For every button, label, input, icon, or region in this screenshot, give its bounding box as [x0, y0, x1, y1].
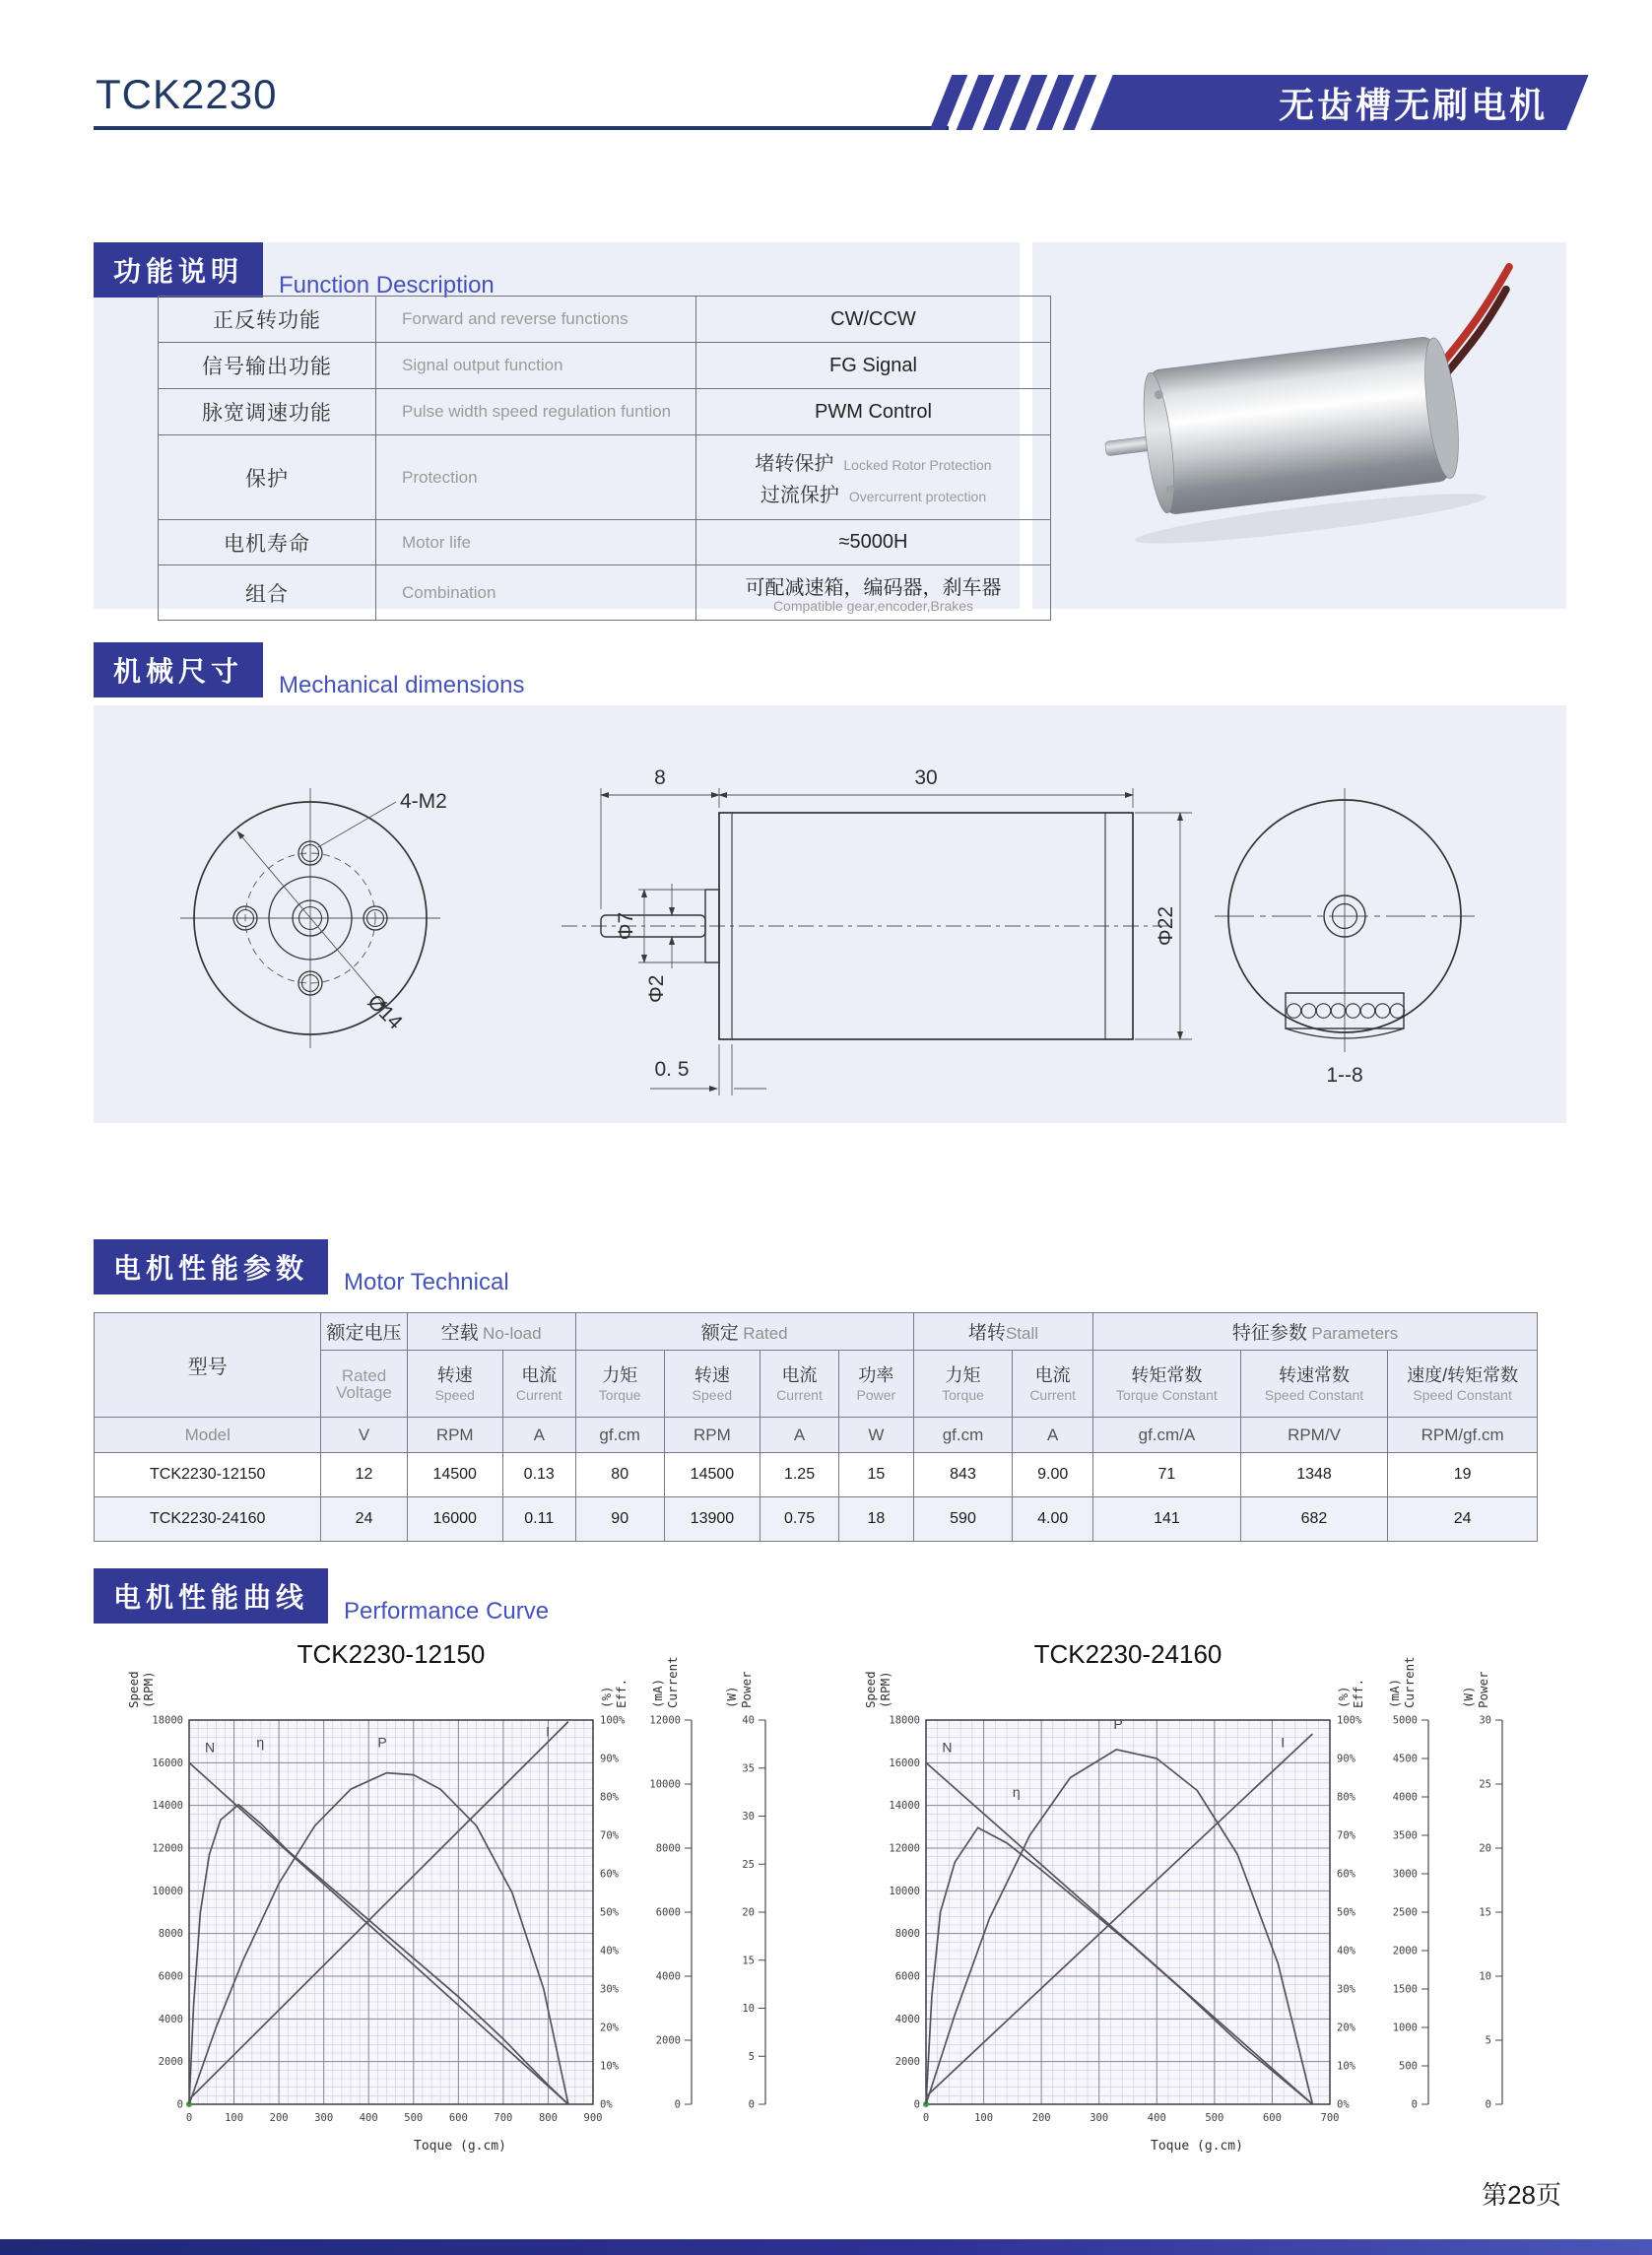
group-rated-voltage: 额定电压 — [321, 1313, 407, 1351]
unit-cell: A — [502, 1418, 575, 1453]
footer-bar — [0, 2239, 1652, 2255]
col-rated-voltage: Rated Voltage — [321, 1351, 407, 1418]
svg-text:6000: 6000 — [894, 1970, 920, 1983]
svg-text:50%: 50% — [1337, 1906, 1355, 1919]
fn-label-en: Signal output function — [376, 343, 696, 389]
svg-text:TCK2230-12150: TCK2230-12150 — [297, 1639, 486, 1669]
value-cell: 90 — [575, 1497, 664, 1542]
protection-zh: 过流保护 — [760, 485, 839, 506]
svg-text:25: 25 — [1479, 1778, 1491, 1791]
pins-label: 1--8 — [1326, 1064, 1363, 1087]
dim-d22-label: Φ22 — [1155, 905, 1177, 947]
mech-subtitle: Mechanical dimensions — [279, 672, 525, 698]
unit-model: Model — [95, 1418, 321, 1453]
svg-text:6000: 6000 — [655, 1906, 681, 1919]
svg-text:15: 15 — [1479, 1906, 1491, 1919]
svg-text:8000: 8000 — [158, 1928, 183, 1941]
value-cell: 9.00 — [1013, 1453, 1093, 1497]
svg-text:70%: 70% — [1337, 1829, 1355, 1842]
unit-cell: gf.cm/A — [1093, 1418, 1241, 1453]
mech-side-view — [522, 729, 1212, 1123]
col-speed-constant: 转速常数 Speed Constant — [1240, 1351, 1388, 1418]
function-table — [158, 296, 1051, 621]
svg-text:1500: 1500 — [1392, 1983, 1418, 1996]
value-cell: 141 — [1093, 1497, 1241, 1542]
svg-text:500: 500 — [1205, 2112, 1224, 2124]
motor-table — [94, 1312, 1538, 1542]
svg-text:Toque (g.cm): Toque (g.cm) — [414, 2139, 506, 2154]
group-parameters: 特征参数 Parameters — [1093, 1313, 1538, 1351]
svg-text:80%: 80% — [600, 1791, 619, 1804]
function-badge: 功能说明 — [94, 242, 263, 298]
svg-text:30%: 30% — [600, 1983, 619, 1996]
svg-text:3000: 3000 — [1392, 1868, 1418, 1881]
value-cell: 0.75 — [760, 1497, 839, 1542]
red-wire — [1433, 267, 1520, 362]
svg-text:(%)Eff.: (%)Eff. — [599, 1678, 628, 1708]
col-speed-torque-constant: 速度/转矩常数 Speed Constant — [1388, 1351, 1538, 1418]
unit-cell: RPM/V — [1240, 1418, 1388, 1453]
svg-text:300: 300 — [314, 2112, 334, 2124]
performance-charts — [110, 1622, 1537, 2173]
svg-text:25: 25 — [742, 1858, 755, 1871]
motor-body — [1149, 336, 1451, 515]
dim-4m2-label: 4-M2 — [400, 790, 447, 813]
svg-text:700: 700 — [494, 2112, 513, 2124]
unit-cell: gf.cm — [575, 1418, 664, 1453]
function-section-header — [94, 242, 495, 298]
svg-text:20%: 20% — [600, 2022, 619, 2034]
curve-section-header — [94, 1568, 549, 1624]
svg-text:N: N — [204, 1739, 216, 1756]
fn-label-en: Pulse width speed regulation funtion — [376, 389, 696, 435]
table-row — [159, 565, 1051, 621]
svg-text:10%: 10% — [600, 2060, 619, 2073]
fn-value-combination — [696, 565, 1051, 621]
svg-text:800: 800 — [538, 2112, 558, 2124]
svg-text:4000: 4000 — [158, 2013, 183, 2025]
value-cell: 843 — [913, 1453, 1012, 1497]
svg-text:2000: 2000 — [655, 2034, 681, 2047]
dim-dia14-label: Ø14 — [363, 990, 407, 1034]
title-underline — [94, 126, 949, 130]
col-noload-speed: 转速 Speed — [407, 1351, 502, 1418]
dim-d7-label: Φ7 — [615, 911, 637, 941]
svg-text:400: 400 — [1147, 2112, 1166, 2124]
svg-text:12000: 12000 — [889, 1842, 920, 1855]
product-photo — [1068, 263, 1531, 588]
svg-text:2000: 2000 — [1392, 1945, 1418, 1957]
svg-text:0%: 0% — [600, 2098, 613, 2111]
svg-text:20: 20 — [1479, 1842, 1491, 1855]
svg-text:0: 0 — [1485, 2098, 1491, 2111]
value-cell: 12 — [321, 1453, 407, 1497]
svg-text:10000: 10000 — [152, 1885, 183, 1897]
svg-text:18000: 18000 — [152, 1714, 183, 1727]
svg-text:60%: 60% — [1337, 1868, 1355, 1881]
fn-value-protection — [696, 435, 1051, 520]
svg-text:η: η — [1012, 1784, 1021, 1800]
svg-text:100: 100 — [225, 2112, 244, 2124]
svg-text:20: 20 — [742, 1906, 755, 1919]
svg-text:4000: 4000 — [894, 2013, 920, 2025]
svg-text:50%: 50% — [600, 1906, 619, 1919]
group-stall: 堵转Stall — [913, 1313, 1092, 1351]
fn-label-zh: 电机寿命 — [159, 520, 376, 565]
photo-panel — [1032, 242, 1566, 609]
protection-en: Locked Rotor Protection — [843, 457, 992, 473]
svg-text:1000: 1000 — [1392, 2022, 1418, 2034]
value-cell: 0.11 — [502, 1497, 575, 1542]
value-cell: 24 — [321, 1497, 407, 1542]
function-subtitle: Function Description — [279, 272, 495, 298]
svg-text:I: I — [546, 1723, 551, 1740]
col-rated-power: 功率 Power — [838, 1351, 913, 1418]
svg-text:(mA)Current: (mA)Current — [1387, 1656, 1417, 1708]
svg-text:10000: 10000 — [649, 1778, 681, 1791]
fn-label-en: Protection — [376, 435, 696, 520]
svg-text:N: N — [942, 1739, 953, 1756]
svg-text:12000: 12000 — [152, 1842, 183, 1855]
curve-subtitle: Performance Curve — [344, 1598, 550, 1625]
svg-text:15: 15 — [742, 1955, 755, 1967]
fn-value: FG Signal — [696, 343, 1051, 389]
performance-chart-tck2230-24160 — [847, 1622, 1537, 2173]
motor-table-body — [95, 1453, 1538, 1542]
svg-text:10: 10 — [742, 2003, 755, 2015]
col-rated-speed: 转速 Speed — [664, 1351, 760, 1418]
group-noload: 空载 No-load — [407, 1313, 575, 1351]
svg-text:40: 40 — [742, 1714, 755, 1727]
svg-text:18000: 18000 — [889, 1714, 920, 1727]
svg-text:30%: 30% — [1337, 1983, 1355, 1996]
fn-value: PWM Control — [696, 389, 1051, 435]
svg-text:100%: 100% — [600, 1714, 626, 1727]
model-group-header: 型号 — [95, 1313, 321, 1418]
svg-text:12000: 12000 — [649, 1714, 681, 1727]
table-row — [159, 389, 1051, 435]
table-row — [95, 1497, 1538, 1542]
svg-text:700: 700 — [1320, 2112, 1340, 2124]
fn-value: ≈5000H — [696, 520, 1051, 565]
table-row — [159, 435, 1051, 520]
mech-section-header — [94, 642, 524, 697]
value-cell: 14500 — [407, 1453, 502, 1497]
svg-text:(W)Power: (W)Power — [724, 1671, 754, 1708]
unit-cell: W — [838, 1418, 913, 1453]
motor-subtitle: Motor Technical — [344, 1269, 509, 1295]
svg-text:(%)Eff.: (%)Eff. — [1336, 1678, 1365, 1708]
svg-text:0: 0 — [748, 2098, 755, 2111]
banner-title: 无齿槽无刷电机 — [1279, 84, 1549, 125]
col-stall-torque: 力矩 Torque — [913, 1351, 1012, 1418]
unit-cell: A — [1013, 1418, 1093, 1453]
table-row — [95, 1418, 1538, 1453]
svg-text:30: 30 — [742, 1811, 755, 1823]
svg-text:5: 5 — [1485, 2034, 1491, 2047]
col-stall-current: 电流 Current — [1013, 1351, 1093, 1418]
col-torque-constant: 转矩常数 Torque Constant — [1093, 1351, 1241, 1418]
fn-label-en: Combination — [376, 565, 696, 621]
svg-text:0: 0 — [185, 2112, 193, 2124]
svg-text:90%: 90% — [600, 1753, 619, 1765]
dim-30-label: 30 — [914, 766, 938, 789]
svg-text:4000: 4000 — [655, 1970, 681, 1983]
table-row — [95, 1453, 1538, 1497]
svg-text:4000: 4000 — [1392, 1791, 1418, 1804]
col-rated-current: 电流 Current — [760, 1351, 839, 1418]
col-rated-torque: 力矩 Torque — [575, 1351, 664, 1418]
value-cell: 71 — [1093, 1453, 1241, 1497]
svg-text:500: 500 — [404, 2112, 424, 2124]
svg-text:I: I — [1281, 1734, 1286, 1751]
page-title: TCK2230 — [96, 71, 278, 117]
svg-text:8000: 8000 — [655, 1842, 681, 1855]
col-noload-current: 电流 Current — [502, 1351, 575, 1418]
dim-05-label: 0. 5 — [654, 1058, 690, 1081]
svg-text:600: 600 — [448, 2112, 468, 2124]
unit-cell: A — [760, 1418, 839, 1453]
table-row — [159, 520, 1051, 565]
curve-badge: 电机性能曲线 — [94, 1568, 328, 1624]
svg-text:0: 0 — [922, 2112, 930, 2124]
unit-cell: gf.cm — [913, 1418, 1012, 1453]
svg-text:5000: 5000 — [1392, 1714, 1418, 1727]
group-rated: 额定 Rated — [575, 1313, 913, 1351]
combination-zh: 可配减速箱，编码器，刹车器 — [745, 577, 1002, 599]
svg-text:14000: 14000 — [152, 1800, 183, 1813]
svg-text:900: 900 — [583, 2112, 603, 2124]
unit-cell: RPM — [407, 1418, 502, 1453]
svg-text:100%: 100% — [1337, 1714, 1362, 1727]
svg-text:20%: 20% — [1337, 2022, 1355, 2034]
svg-text:TCK2230-24160: TCK2230-24160 — [1033, 1639, 1222, 1669]
svg-text:14000: 14000 — [889, 1800, 920, 1813]
svg-text:0: 0 — [176, 2098, 183, 2111]
value-cell: 0.13 — [502, 1453, 575, 1497]
svg-text:90%: 90% — [1337, 1753, 1355, 1765]
banner-title-block — [1090, 75, 1589, 130]
svg-text:35: 35 — [742, 1762, 755, 1775]
unit-cell: V — [321, 1418, 407, 1453]
value-cell: 590 — [913, 1497, 1012, 1542]
motor-section-header — [94, 1239, 509, 1294]
table-row — [159, 297, 1051, 343]
svg-text:4500: 4500 — [1392, 1753, 1418, 1765]
svg-text:16000: 16000 — [152, 1757, 183, 1769]
fn-label-zh: 正反转功能 — [159, 297, 376, 343]
svg-text:P: P — [377, 1734, 387, 1751]
svg-text:70%: 70% — [600, 1829, 619, 1842]
value-cell: 14500 — [664, 1453, 760, 1497]
value-cell: 13900 — [664, 1497, 760, 1542]
svg-text:100: 100 — [974, 2112, 994, 2124]
banner — [941, 75, 1566, 130]
svg-text:400: 400 — [359, 2112, 378, 2124]
svg-text:16000: 16000 — [889, 1757, 920, 1769]
svg-text:5: 5 — [748, 2050, 755, 2063]
svg-text:0: 0 — [913, 2098, 920, 2111]
svg-text:(W)Power: (W)Power — [1461, 1671, 1490, 1708]
value-cell: 80 — [575, 1453, 664, 1497]
svg-text:8000: 8000 — [894, 1928, 920, 1941]
svg-text:η: η — [256, 1734, 265, 1751]
fn-label-zh: 脉宽调速功能 — [159, 389, 376, 435]
protection-zh: 堵转保护 — [755, 453, 834, 475]
page-number: 第28页 — [1482, 2180, 1561, 2210]
value-cell: 16000 — [407, 1497, 502, 1542]
svg-text:30: 30 — [1479, 1714, 1491, 1727]
value-cell: 18 — [838, 1497, 913, 1542]
table-row — [159, 343, 1051, 389]
fn-label-zh: 信号输出功能 — [159, 343, 376, 389]
mech-front-view — [138, 741, 493, 1095]
svg-text:Speed(RPM): Speed(RPM) — [126, 1671, 156, 1708]
svg-text:Speed(RPM): Speed(RPM) — [863, 1671, 892, 1708]
svg-text:0%: 0% — [1337, 2098, 1350, 2111]
svg-text:(mA)Current: (mA)Current — [650, 1656, 680, 1708]
value-cell: 4.00 — [1013, 1497, 1093, 1542]
svg-text:60%: 60% — [600, 1868, 619, 1881]
value-cell: 15 — [838, 1453, 913, 1497]
svg-text:40%: 40% — [600, 1945, 619, 1957]
performance-chart-tck2230-12150 — [110, 1622, 800, 2173]
fn-label-en: Motor life — [376, 520, 696, 565]
fn-label-zh: 保护 — [159, 435, 376, 520]
svg-text:P: P — [1113, 1716, 1123, 1733]
value-cell: 1348 — [1240, 1453, 1388, 1497]
fn-value: CW/CCW — [696, 297, 1051, 343]
model-cell: TCK2230-24160 — [95, 1497, 321, 1542]
unit-cell: RPM/gf.cm — [1388, 1418, 1538, 1453]
mech-end-view — [1172, 751, 1527, 1105]
value-cell: 1.25 — [760, 1453, 839, 1497]
svg-text:2000: 2000 — [894, 2056, 920, 2069]
fn-label-en: Forward and reverse functions — [376, 297, 696, 343]
svg-text:80%: 80% — [1337, 1791, 1355, 1804]
table-row — [95, 1313, 1538, 1351]
unit-cell: RPM — [664, 1418, 760, 1453]
svg-text:3500: 3500 — [1392, 1829, 1418, 1842]
model-cell: TCK2230-12150 — [95, 1453, 321, 1497]
svg-text:10000: 10000 — [889, 1885, 920, 1897]
value-cell: 682 — [1240, 1497, 1388, 1542]
svg-text:0: 0 — [1411, 2098, 1418, 2111]
dim-8-label: 8 — [654, 766, 666, 789]
dim-d2-label: Φ2 — [645, 974, 668, 1003]
value-cell: 24 — [1388, 1497, 1538, 1542]
svg-text:6000: 6000 — [158, 1970, 183, 1983]
combination-en: Compatible gear,encoder,Brakes — [772, 598, 974, 614]
value-cell: 19 — [1388, 1453, 1538, 1497]
svg-text:200: 200 — [269, 2112, 289, 2124]
motor-badge: 电机性能参数 — [94, 1239, 328, 1294]
fn-label-zh: 组合 — [159, 565, 376, 621]
svg-text:200: 200 — [1031, 2112, 1051, 2124]
mech-badge: 机械尺寸 — [94, 642, 263, 697]
svg-text:600: 600 — [1262, 2112, 1282, 2124]
svg-text:2000: 2000 — [158, 2056, 183, 2069]
svg-text:2500: 2500 — [1392, 1906, 1418, 1919]
svg-text:0: 0 — [674, 2098, 681, 2111]
svg-text:Toque (g.cm): Toque (g.cm) — [1151, 2139, 1243, 2154]
svg-text:300: 300 — [1090, 2112, 1109, 2124]
protection-en: Overcurrent protection — [848, 489, 987, 504]
svg-text:10%: 10% — [1337, 2060, 1355, 2073]
svg-text:10: 10 — [1479, 1970, 1491, 1983]
svg-text:500: 500 — [1399, 2060, 1418, 2073]
svg-text:40%: 40% — [1337, 1945, 1355, 1957]
